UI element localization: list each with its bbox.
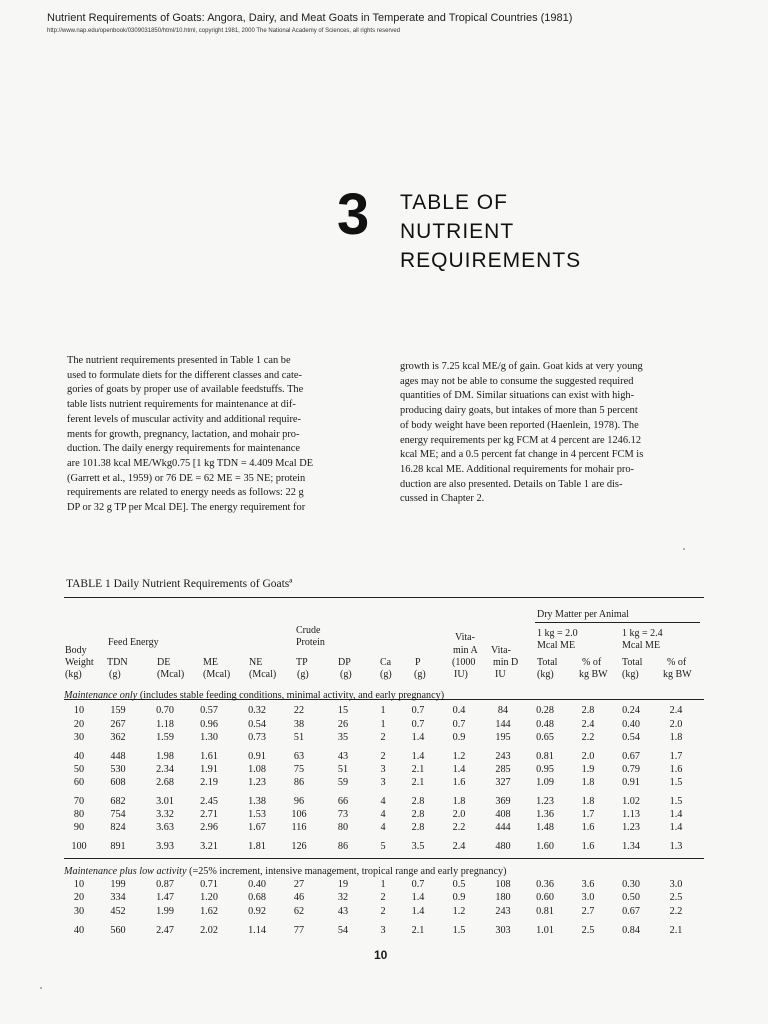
table-cell: 0.5 <box>452 879 466 890</box>
table-cell: 1.5 <box>452 925 466 936</box>
column-header-col-ca-unit: (g) <box>380 669 392 680</box>
table-section-label <box>64 866 507 877</box>
column-header-col-p-unit: (g) <box>414 669 426 680</box>
column-header-col-p: P <box>415 657 421 668</box>
table-cell: 1.3 <box>669 841 683 852</box>
column-header-col-tp-unit: (g) <box>297 669 309 680</box>
table-cell: 1.4 <box>411 906 425 917</box>
table-cell: 108 <box>495 879 511 890</box>
column-header-col-me-unit: (Mcal) <box>203 669 231 680</box>
paragraph-line: duction are also presented. Details on Table 1 are dis- <box>400 478 623 490</box>
table-cell: 1.4 <box>411 732 425 743</box>
table-cell: 0.87 <box>156 879 174 890</box>
table-cell: 1.08 <box>248 764 266 775</box>
table-cell: 2 <box>380 732 386 743</box>
table-cell: 1.8 <box>581 796 595 807</box>
table-cell: 1.9 <box>581 764 595 775</box>
table-rule <box>64 858 704 859</box>
running-header-url: http://www.nap.edu/openbook/0309031850/html/10.html, copyright 1981, 2000 The National Academy of Sciences, all rights reserved <box>47 28 401 34</box>
table-cell: 3.0 <box>669 879 683 890</box>
table-cell: 80 <box>337 822 349 833</box>
table-cell: 1.38 <box>248 796 266 807</box>
column-header-col-dp: DP <box>338 657 351 668</box>
table-cell: 1.4 <box>669 822 683 833</box>
table-cell: 1.59 <box>156 732 174 743</box>
section-label-italic: Maintenance plus low activity <box>64 866 187 877</box>
table-cell: 824 <box>110 822 126 833</box>
table-cell: 0.4 <box>452 705 466 716</box>
table-cell: 2.5 <box>581 925 595 936</box>
table-cell: 2.1 <box>411 764 425 775</box>
table-cell: 86 <box>337 841 349 852</box>
table-cell: 75 <box>293 764 305 775</box>
table-cell: 116 <box>291 822 307 833</box>
column-header-col-vd-unit: IU <box>495 669 506 680</box>
table-cell: 106 <box>291 809 307 820</box>
table-cell: 2.0 <box>581 751 595 762</box>
table-cell: 2 <box>380 906 386 917</box>
table-cell: 1.81 <box>248 841 266 852</box>
table-cell: 1.6 <box>452 777 466 788</box>
table-cell: 1.09 <box>536 777 554 788</box>
column-header-col-pct1-unit: kg BW <box>579 669 608 680</box>
table-cell: 0.50 <box>622 892 640 903</box>
table-cell: 1.01 <box>536 925 554 936</box>
table-cell: 1 <box>380 719 386 730</box>
table-cell: 73 <box>337 809 349 820</box>
table-cell: 50 <box>73 764 85 775</box>
table-cell: 1.5 <box>669 796 683 807</box>
paragraph-line: are 101.38 kcal ME/Wkg0.75 [1 kg TDN = 4.409 Mcal DE <box>67 457 314 469</box>
table-cell: 2 <box>380 751 386 762</box>
table-cell: 0.81 <box>536 751 554 762</box>
table-cell: 126 <box>291 841 307 852</box>
table-cell: 2.7 <box>581 906 595 917</box>
table-cell: 3.93 <box>156 841 174 852</box>
column-header-body-line2: Weight <box>65 657 94 668</box>
table-cell: 51 <box>293 732 305 743</box>
scan-speck <box>40 987 42 989</box>
table-cell: 0.84 <box>622 925 640 936</box>
table-cell: 22 <box>293 705 305 716</box>
table-cell: 4 <box>380 809 386 820</box>
paragraph-line: kcal ME; and a 0.5 percent fat change in 4 percent FCM is <box>400 449 644 461</box>
table-cell: 1.7 <box>669 751 683 762</box>
table-cell: 480 <box>495 841 511 852</box>
table-cell: 0.54 <box>248 719 266 730</box>
table-cell: 0.28 <box>536 705 554 716</box>
table-cell: 2.96 <box>200 822 218 833</box>
table-cell: 62 <box>293 906 305 917</box>
table-cell: 243 <box>495 751 511 762</box>
table-cell: 0.79 <box>622 764 640 775</box>
table-cell: 1.98 <box>156 751 174 762</box>
table-cell: 303 <box>495 925 511 936</box>
table-cell: 1.67 <box>248 822 266 833</box>
column-header-col-pct1: % of <box>582 657 602 668</box>
table-cell: 4 <box>380 822 386 833</box>
table-cell: 30 <box>73 732 85 743</box>
table-cell: 530 <box>110 764 126 775</box>
table-cell: 444 <box>495 822 511 833</box>
paragraph-line: quantities of DM. Similar situations can exist with high- <box>400 390 635 402</box>
table-cell: 1.61 <box>200 751 218 762</box>
table-cell: 1.91 <box>200 764 218 775</box>
table-cell: 2.8 <box>411 809 425 820</box>
table-cell: 51 <box>337 764 349 775</box>
column-header-col-ne: NE <box>249 657 263 668</box>
table-cell: 0.7 <box>411 719 425 730</box>
table-cell: 1.4 <box>411 751 425 762</box>
table-section-label <box>64 690 444 701</box>
table-cell: 2.5 <box>669 892 683 903</box>
table-cell: 144 <box>495 719 511 730</box>
table-title: TABLE 1 Daily Nutrient Requirements of Goatsª <box>66 578 293 590</box>
paragraph-line: duction. The daily energy requirements for maintenance <box>67 443 301 455</box>
table-cell: 2.0 <box>452 809 466 820</box>
table-cell: 1.6 <box>581 841 595 852</box>
table-cell: 77 <box>293 925 305 936</box>
table-cell: 362 <box>110 732 126 743</box>
page-number: 10 <box>374 948 388 962</box>
column-header-crude-protein-line2: Protein <box>296 637 325 648</box>
table-cell: 1.23 <box>248 777 266 788</box>
table-cell: 0.91 <box>622 777 640 788</box>
column-header-col-total2-unit: (kg) <box>622 669 639 680</box>
table-cell: 0.91 <box>248 751 266 762</box>
table-cell: 80 <box>73 809 85 820</box>
table-cell: 0.9 <box>452 892 466 903</box>
column-header-col-va: (1000 <box>452 657 476 668</box>
table-cell: 43 <box>337 751 349 762</box>
column-header-crude-protein-line1: Crude <box>296 625 321 636</box>
table-cell: 1.02 <box>622 796 640 807</box>
intro-right-column <box>400 360 706 507</box>
paragraph-line: growth is 7.25 kcal ME/g of gain. Goat kids at very young <box>400 361 643 372</box>
table-cell: 3.01 <box>156 796 174 807</box>
table-cell: 1.2 <box>452 751 466 762</box>
table-cell: 26 <box>337 719 349 730</box>
table-cell: 3.63 <box>156 822 174 833</box>
table-cell: 334 <box>110 892 126 903</box>
table-cell: 0.60 <box>536 892 554 903</box>
column-header-col-ne-unit: (Mcal) <box>249 669 277 680</box>
table-cell: 1.30 <box>200 732 218 743</box>
column-header-dm-sub1-line2: Mcal ME <box>537 640 576 651</box>
table-cell: 2.1 <box>669 925 683 936</box>
table-cell: 2.45 <box>200 796 218 807</box>
table-cell: 3.6 <box>581 879 595 890</box>
paragraph-line: ages may not be able to consume the suggested required <box>400 375 634 387</box>
table-cell: 1.8 <box>452 796 466 807</box>
table-cell: 2.4 <box>581 719 595 730</box>
column-header-col-pct2-unit: kg BW <box>663 669 692 680</box>
paragraph-line: producing dairy goats, but intakes of more than 5 percent <box>400 405 638 417</box>
table-cell: 1.4 <box>452 764 466 775</box>
table-cell: 0.7 <box>452 719 466 730</box>
section-label-text: (includes stable feeding conditions, minimal activity, and early pregnancy) <box>137 690 445 701</box>
column-header-vita-d-line1: Vita- <box>491 645 511 656</box>
table-cell: 15 <box>337 705 349 716</box>
table-cell: 1.60 <box>536 841 554 852</box>
chapter-number: 3 <box>337 182 370 247</box>
column-header-dm-sub2-line1: 1 kg = 2.4 <box>622 628 663 639</box>
table-cell: 0.57 <box>200 705 218 716</box>
paragraph-line: ments for growth, pregnancy, lactation, and mohair pro- <box>67 428 300 440</box>
table-cell: 2 <box>380 892 386 903</box>
paragraph-line: energy requirements per kg FCM at 4 percent are 1246.12 <box>400 434 642 446</box>
table-cell: 1.34 <box>622 841 640 852</box>
table-cell: 2.8 <box>411 796 425 807</box>
column-header-col-dp-unit: (g) <box>340 669 352 680</box>
table-cell: 1.5 <box>669 777 683 788</box>
table-cell: 1.48 <box>536 822 554 833</box>
column-header-col-total1-unit: (kg) <box>537 669 554 680</box>
table-cell: 448 <box>110 751 126 762</box>
table-cell: 3.5 <box>411 841 425 852</box>
table-cell: 0.40 <box>248 879 266 890</box>
paragraph-line: gories of goats by proper use of available feedstuffs. The <box>67 384 304 396</box>
table-cell: 0.70 <box>156 705 174 716</box>
table-cell: 1.2 <box>452 906 466 917</box>
table-cell: 1.8 <box>581 777 595 788</box>
column-header-dm-sub2-line2: Mcal ME <box>622 640 661 651</box>
scan-speck <box>683 548 685 550</box>
table-cell: 0.67 <box>622 751 640 762</box>
table-cell: 2.47 <box>156 925 174 936</box>
table-cell: 0.7 <box>411 879 425 890</box>
paragraph-line: 16.28 kcal ME. Additional requirements for mohair pro- <box>400 463 635 475</box>
table-cell: 0.67 <box>622 906 640 917</box>
table-cell: 1.13 <box>622 809 640 820</box>
table-cell: 2.8 <box>581 705 595 716</box>
table-cell: 4 <box>380 796 386 807</box>
table-cell: 90 <box>73 822 85 833</box>
table-cell: 0.30 <box>622 879 640 890</box>
paragraph-line: of body weight have been reported (Haenlein, 1978). The <box>400 419 639 431</box>
table-cell: 27 <box>293 879 305 890</box>
table-cell: 1 <box>380 705 386 716</box>
section-label-text: (=25% increment, intensive management, tropical range and early pregnancy) <box>186 866 507 877</box>
section-label-italic: Maintenance only <box>64 690 138 701</box>
table-cell: 3 <box>380 764 386 775</box>
table-cell: 86 <box>293 777 305 788</box>
table-cell: 5 <box>380 841 386 852</box>
table-cell: 96 <box>293 796 305 807</box>
table-cell: 1.62 <box>200 906 218 917</box>
table-cell: 0.7 <box>411 705 425 716</box>
table-cell: 35 <box>337 732 349 743</box>
table-cell: 1.4 <box>669 809 683 820</box>
table-cell: 66 <box>337 796 349 807</box>
table-cell: 40 <box>73 751 85 762</box>
table-cell: 0.95 <box>536 764 554 775</box>
table-cell: 1.20 <box>200 892 218 903</box>
table-cell: 0.81 <box>536 906 554 917</box>
column-header-col-tp: TP <box>296 657 308 668</box>
table-cell: 243 <box>495 906 511 917</box>
table-cell: 1.23 <box>536 796 554 807</box>
table-cell: 63 <box>293 751 305 762</box>
column-header-dry-matter-group: Dry Matter per Animal <box>537 609 629 620</box>
table-cell: 70 <box>73 796 85 807</box>
column-header-col-de-unit: (Mcal) <box>157 669 185 680</box>
table-cell: 30 <box>73 906 85 917</box>
table-cell: 2.19 <box>200 777 218 788</box>
chapter-title-line: REQUIREMENTS <box>400 249 582 272</box>
paragraph-line: ferent levels of muscular activity and additional require- <box>67 413 301 425</box>
column-header-col-va-unit: IU) <box>454 669 468 680</box>
table-cell: 1.7 <box>581 809 595 820</box>
table-cell: 1.4 <box>411 892 425 903</box>
table-cell: 100 <box>71 841 87 852</box>
paragraph-line: (Garrett et al., 1959) or 76 DE = 62 ME = 35 NE; protein <box>67 472 306 484</box>
paragraph-line: used to formulate diets for the different classes and cate- <box>67 369 302 381</box>
column-header-dm-sub1-line1: 1 kg = 2.0 <box>537 628 578 639</box>
column-header-body-line1: Body <box>65 645 87 656</box>
table-cell: 0.68 <box>248 892 266 903</box>
chapter-title <box>400 188 581 275</box>
table-cell: 3.21 <box>200 841 218 852</box>
table-cell: 0.36 <box>536 879 554 890</box>
table-cell: 2.71 <box>200 809 218 820</box>
table-cell: 452 <box>110 906 126 917</box>
table-cell: 195 <box>495 732 511 743</box>
paragraph-line: The nutrient requirements presented in Table 1 can be <box>67 355 291 366</box>
table-cell: 3.32 <box>156 809 174 820</box>
table-cell: 3 <box>380 777 386 788</box>
running-header-title: Nutrient Requirements of Goats: Angora, Dairy, and Meat Goats in Temperate and Tropical Countries (1981) <box>47 12 573 24</box>
table-cell: 2.2 <box>669 906 683 917</box>
table-cell: 43 <box>337 906 349 917</box>
paragraph-line: requirements are related to energy needs as follows: 22 g <box>67 487 304 499</box>
paragraph-line: cussed in Chapter 2. <box>400 493 485 505</box>
table-cell: 267 <box>110 719 126 730</box>
table-cell: 0.24 <box>622 705 640 716</box>
table-cell: 0.9 <box>452 732 466 743</box>
table-cell: 327 <box>495 777 511 788</box>
table-cell: 891 <box>110 841 126 852</box>
table-cell: 2.2 <box>452 822 466 833</box>
table-cell: 1.36 <box>536 809 554 820</box>
column-header-col-vd: min D <box>493 657 519 668</box>
column-header-col-total2: Total <box>622 657 643 668</box>
table-cell: 408 <box>495 809 511 820</box>
table-cell: 1.8 <box>669 732 683 743</box>
table-cell: 2.02 <box>200 925 218 936</box>
table-cell: 20 <box>73 719 85 730</box>
table-cell: 0.92 <box>248 906 266 917</box>
table-cell: 369 <box>495 796 511 807</box>
table-cell: 0.73 <box>248 732 266 743</box>
chapter-title-line: TABLE OF <box>400 191 508 214</box>
table-cell: 2.68 <box>156 777 174 788</box>
column-header-feed-energy: Feed Energy <box>108 637 159 648</box>
table-cell: 54 <box>337 925 349 936</box>
column-header-vita-a-line2: min A <box>453 645 478 656</box>
table-cell: 84 <box>497 705 509 716</box>
table-cell: 20 <box>73 892 85 903</box>
table-cell: 0.54 <box>622 732 640 743</box>
table-cell: 2.2 <box>581 732 595 743</box>
table-cell: 754 <box>110 809 126 820</box>
table-cell: 560 <box>110 925 126 936</box>
table-cell: 2.0 <box>669 719 683 730</box>
table-cell: 1 <box>380 879 386 890</box>
paragraph-line: DP or 32 g TP per Mcal DE]. The energy requirement for <box>67 502 306 514</box>
table-cell: 285 <box>495 764 511 775</box>
table-cell: 0.48 <box>536 719 554 730</box>
table-cell: 608 <box>110 777 126 788</box>
table-cell: 3.0 <box>581 892 595 903</box>
table-cell: 180 <box>495 892 511 903</box>
column-header-col-ca: Ca <box>380 657 392 668</box>
table-cell: 46 <box>293 892 305 903</box>
column-header-body-line3: (kg) <box>65 669 82 680</box>
table-rule <box>64 597 704 598</box>
table-cell: 682 <box>110 796 126 807</box>
table-cell: 0.40 <box>622 719 640 730</box>
table-cell: 32 <box>337 892 349 903</box>
table-cell: 10 <box>73 705 85 716</box>
table-cell: 0.32 <box>248 705 266 716</box>
table-cell: 38 <box>293 719 305 730</box>
paragraph-line: table lists nutrient requirements for maintenance at dif- <box>67 399 296 411</box>
table-cell: 59 <box>337 777 349 788</box>
table-cell: 0.96 <box>200 719 218 730</box>
table-cell: 19 <box>337 879 349 890</box>
column-header-col-tdn-unit: (g) <box>109 669 121 680</box>
table-cell: 10 <box>73 879 85 890</box>
table-cell: 2.4 <box>669 705 683 716</box>
table-cell: 199 <box>110 879 126 890</box>
table-cell: 1.99 <box>156 906 174 917</box>
chapter-title-line: NUTRIENT <box>400 220 515 243</box>
column-header-col-me: ME <box>203 657 218 668</box>
column-header-col-tdn: TDN <box>107 657 128 668</box>
table-cell: 0.65 <box>536 732 554 743</box>
table-cell: 1.53 <box>248 809 266 820</box>
table-cell: 60 <box>73 777 85 788</box>
table-cell: 40 <box>73 925 85 936</box>
table-cell: 2.1 <box>411 925 425 936</box>
column-header-col-de: DE <box>157 657 171 668</box>
column-header-col-total1: Total <box>537 657 558 668</box>
table-cell: 1.18 <box>156 719 174 730</box>
table-cell: 2.34 <box>156 764 174 775</box>
table-cell: 2.8 <box>411 822 425 833</box>
table-cell: 1.47 <box>156 892 174 903</box>
table-cell: 1.14 <box>248 925 266 936</box>
table-cell: 1.6 <box>581 822 595 833</box>
column-header-col-pct2: % of <box>667 657 687 668</box>
table-cell: 0.71 <box>200 879 218 890</box>
table-cell: 1.6 <box>669 764 683 775</box>
table-cell: 159 <box>110 705 126 716</box>
table-cell: 2.4 <box>452 841 466 852</box>
dm-group-rule <box>535 622 700 623</box>
table-cell: 2.1 <box>411 777 425 788</box>
table-cell: 3 <box>380 925 386 936</box>
column-header-vita-a-line1: Vita- <box>455 632 475 643</box>
intro-left-column <box>67 354 373 516</box>
table-cell: 1.23 <box>622 822 640 833</box>
